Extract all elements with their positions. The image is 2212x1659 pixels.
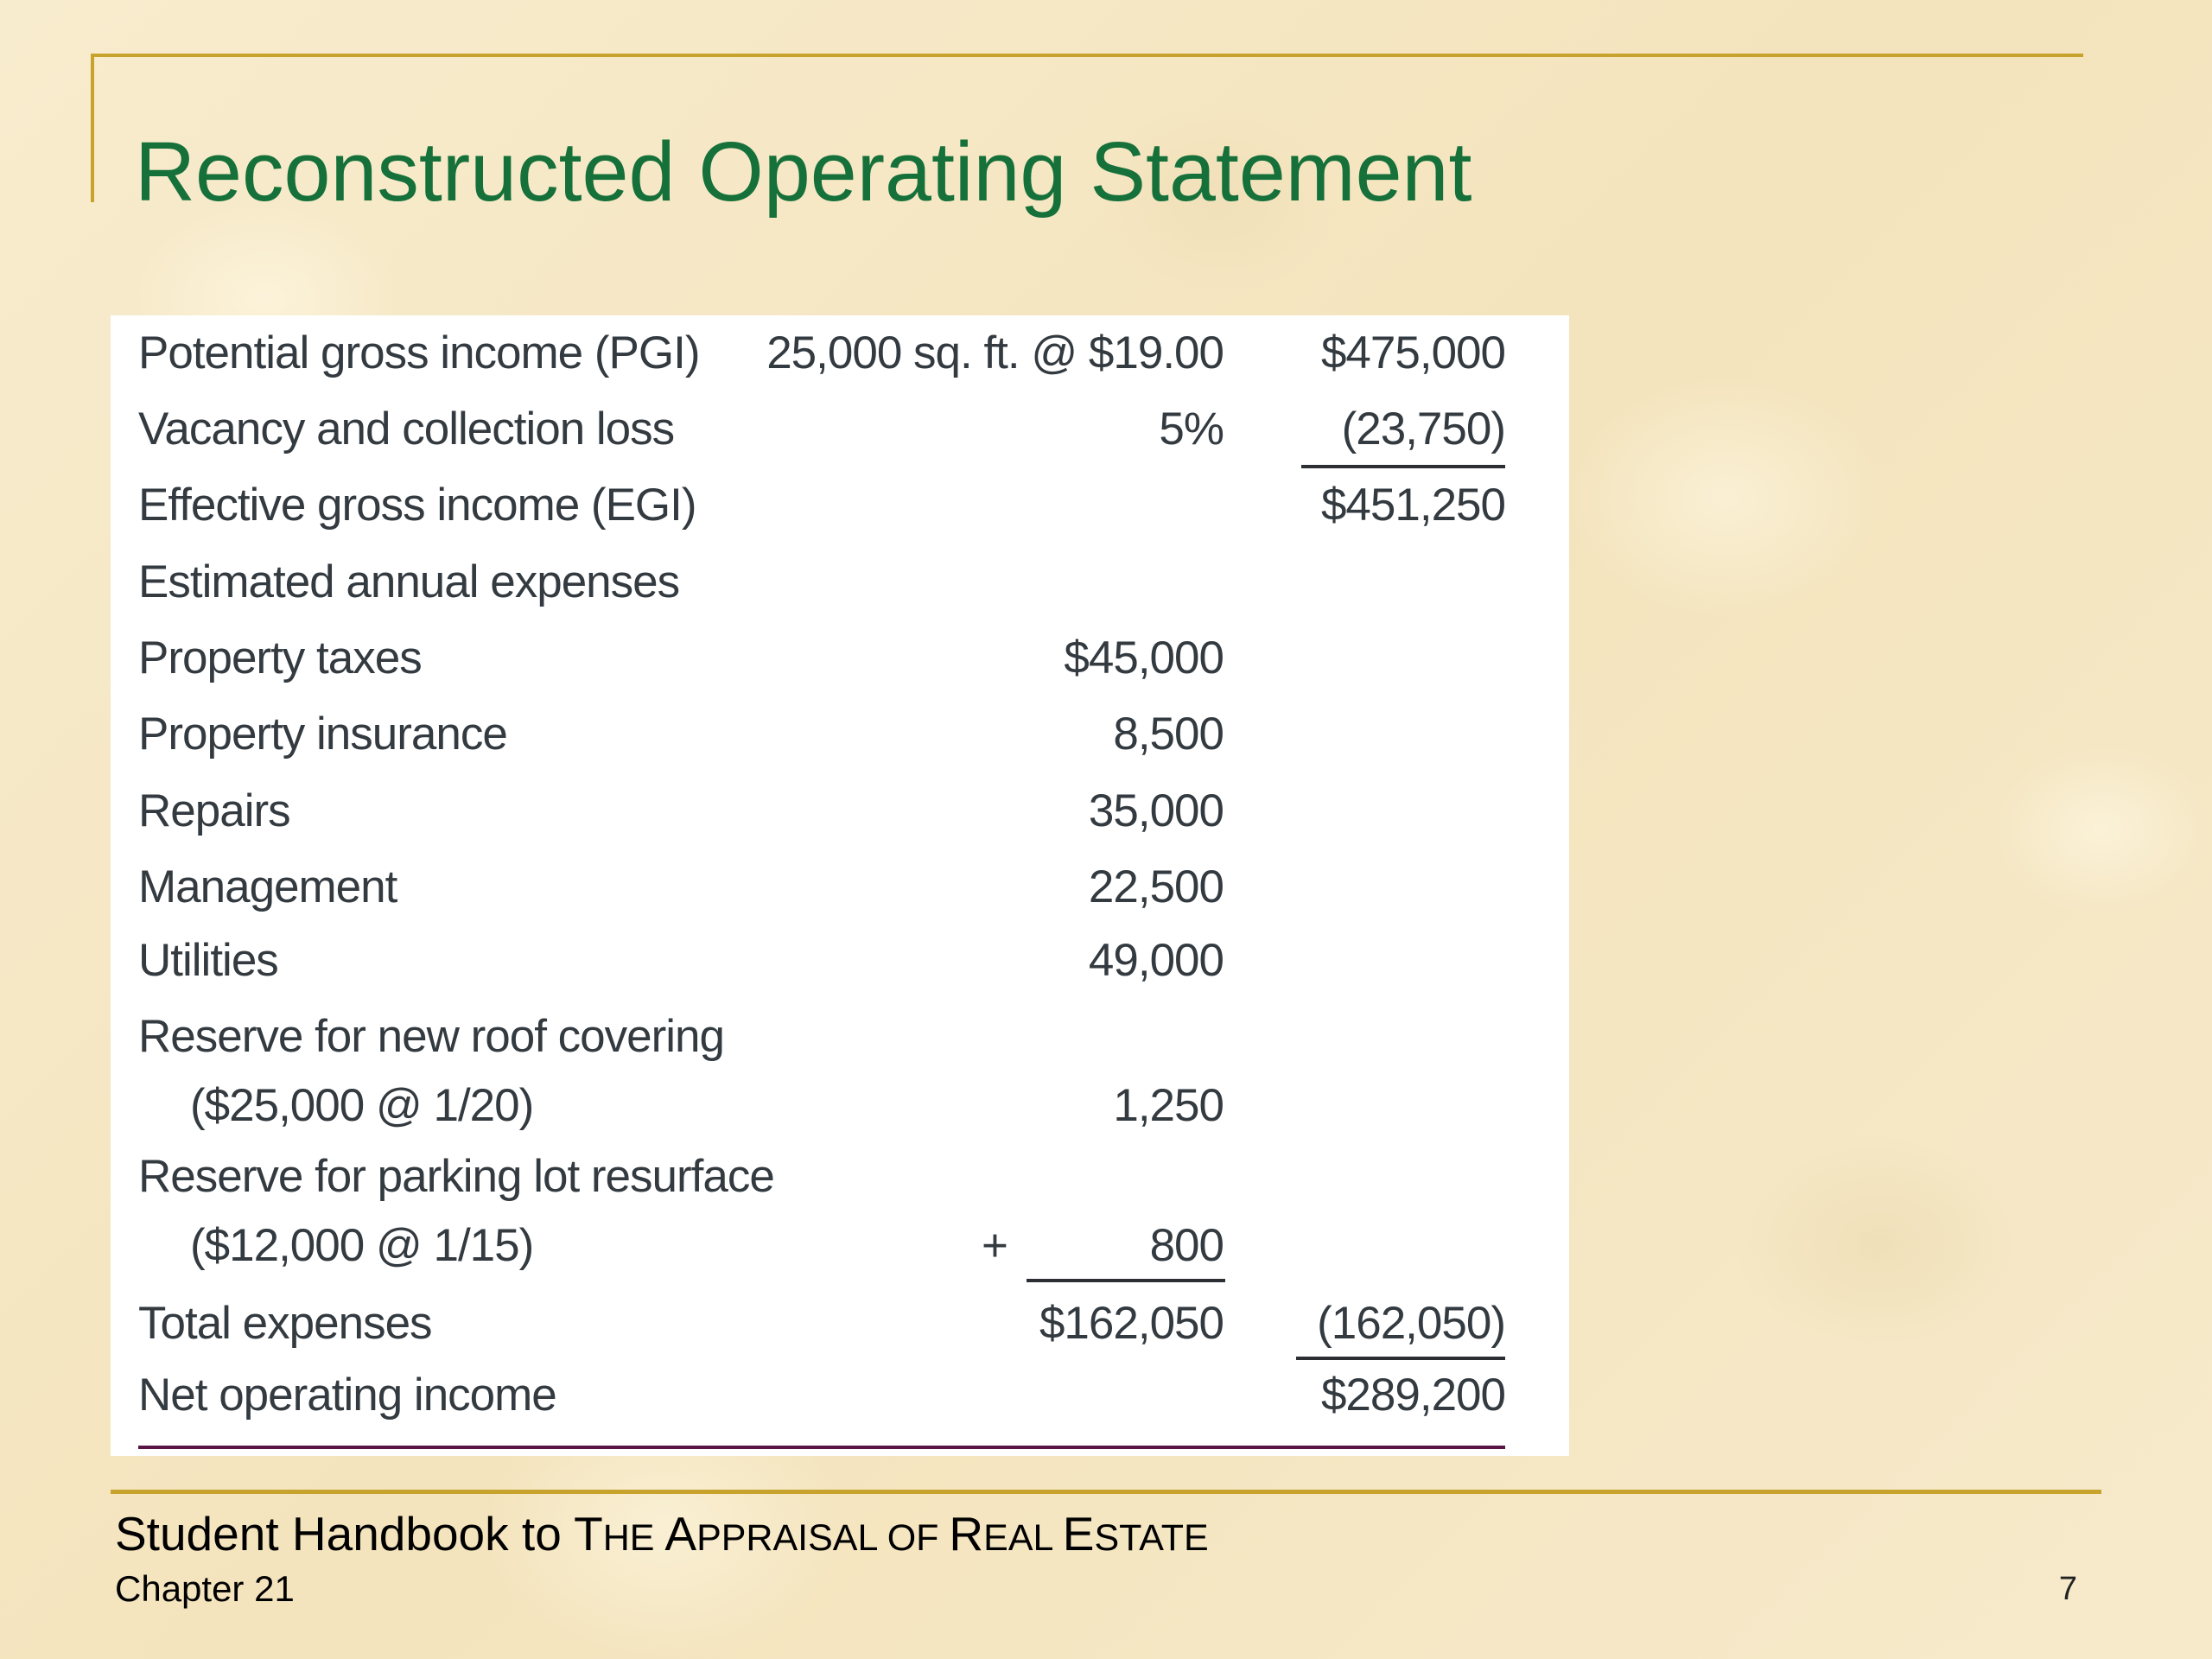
row-detail: 1,250 [1113,1080,1224,1131]
table-row [111,406,1569,467]
row-label: Vacancy and collection loss [138,404,675,454]
row-detail: 5% [1159,404,1224,454]
footer-title-part: STATE [1094,1517,1209,1559]
row-label: Estimated annual expenses [138,556,680,607]
row-label: Utilities [138,935,278,986]
footer-title-part: E [1062,1507,1095,1560]
frame-top-rule [91,54,2083,57]
row-total: $289,200 [1320,1370,1505,1421]
row-label: Property taxes [138,632,422,683]
footer-title-part: HE [602,1517,665,1559]
row-label: ($25,000 @ 1/20) [190,1080,534,1131]
row-label: ($12,000 @ 1/15) [190,1220,534,1271]
table-row [111,632,1569,696]
table-row [111,1372,1569,1433]
footer-prefix: Student Handbook to [115,1507,575,1560]
operating-statement-table [111,315,1569,1456]
footer-rule [111,1490,2101,1494]
table-row [111,482,1569,543]
row-detail: 8,500 [1113,709,1224,760]
table-row [111,935,1569,998]
row-detail: $45,000 [1064,632,1224,683]
table-row [111,861,1569,925]
expenses-sum-rule [1027,1279,1225,1282]
footer-book-title [115,1507,1209,1560]
row-total: $475,000 [1320,327,1505,378]
table-row [111,1080,1569,1143]
row-detail: 25,000 sq. ft. @ $19.00 [766,327,1224,378]
table-row [111,711,1569,772]
row-total: (162,050) [1317,1298,1505,1349]
table-row [111,785,1569,849]
footer-chapter: Chapter 21 [115,1568,295,1609]
table-row [111,327,1569,391]
row-detail: 22,500 [1088,861,1224,912]
row-detail: 49,000 [1088,935,1224,986]
row-detail: 800 [1149,1220,1224,1271]
total-rule [1296,1357,1505,1360]
footer-title-part: A [664,1507,697,1560]
table-row [111,556,1569,620]
page-number: 7 [2058,1571,2077,1607]
row-total: $451,250 [1320,480,1505,531]
table-row [111,1220,1569,1283]
row-total: (23,750) [1341,404,1505,454]
row-label: Reserve for new roof covering [138,1011,724,1062]
row-label: Net operating income [138,1370,556,1421]
row-label: Reserve for parking lot resurface [138,1151,774,1202]
slide-title: Reconstructed Operating Statement [135,124,1472,219]
footer-title-part: PPRAISAL OF [696,1517,950,1559]
row-label: Total expenses [138,1298,432,1349]
frame-left-rule [91,54,94,202]
row-label: Potential gross income (PGI) [138,327,700,378]
subtotal-rule [1301,465,1505,468]
table-row [111,1011,1569,1074]
footer-title-part: R [949,1507,984,1560]
row-label: Management [138,861,397,912]
table-row [111,1151,1569,1214]
row-detail: $162,050 [1039,1298,1224,1349]
final-rule [138,1446,1505,1449]
row-label: Effective gross income (EGI) [138,480,696,531]
row-label: Repairs [138,785,290,836]
footer-title-part: EAL [983,1517,1063,1559]
row-label: Property insurance [138,709,507,760]
plus-sign: + [982,1220,1007,1271]
table-row [111,1300,1569,1361]
footer-title-part: T [574,1507,603,1560]
row-detail: 35,000 [1088,785,1224,836]
